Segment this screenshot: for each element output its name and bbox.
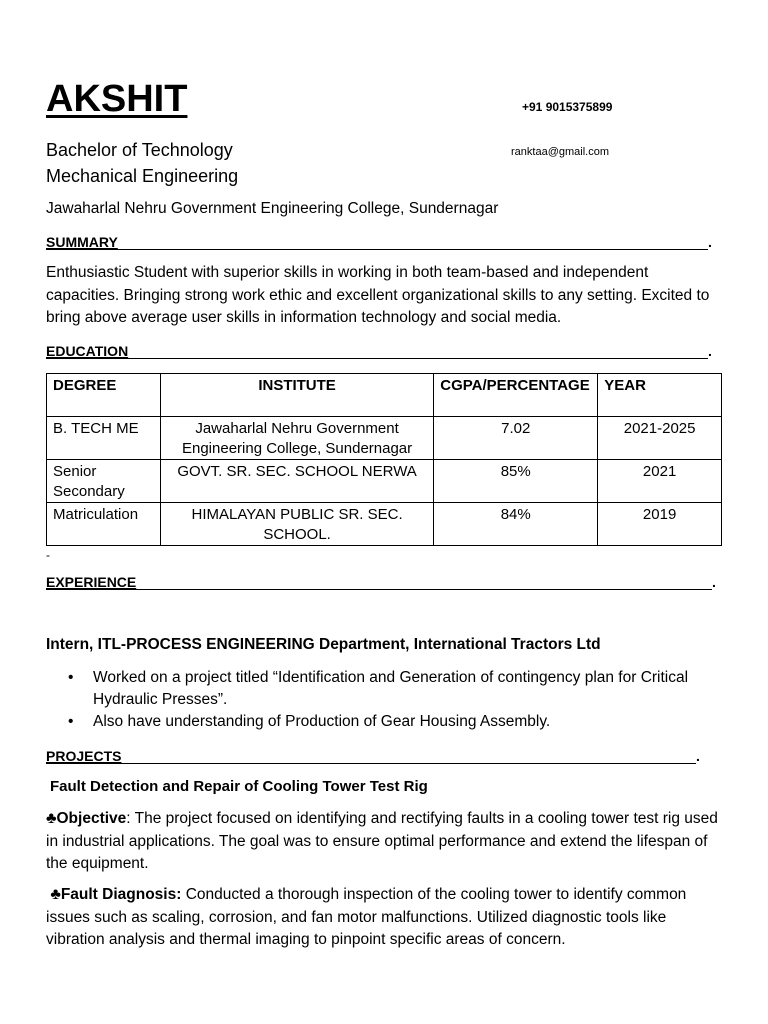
summary-title: SUMMARY — [46, 234, 118, 250]
cell-institute: GOVT. SR. SEC. SCHOOL NERWA — [160, 460, 433, 503]
cell-score: 7.02 — [434, 417, 598, 460]
cell-score: 84% — [434, 503, 598, 546]
objective-text: : The project focused on identifying and rectifying faults in a cooling tower test rig used in industrial applications. The goal was to ensure optimal performance and extend the lifespan of the equipment. — [46, 810, 718, 872]
diagnosis-label: Fault Diagnosis: — [60, 886, 182, 903]
education-title: EDUCATION — [46, 343, 129, 359]
education-table — [46, 373, 722, 546]
list-item — [68, 667, 753, 711]
cell-year: 2021 — [598, 460, 722, 503]
header-institute: INSTITUTE — [160, 374, 433, 417]
degree-line: Bachelor of Technology — [46, 140, 233, 160]
experience-rule-dot: . — [712, 574, 716, 590]
cell-year: 2021-2025 — [598, 417, 722, 460]
experience-heading — [46, 573, 718, 591]
experience-title: EXPERIENCE — [46, 574, 137, 590]
project-objective — [46, 808, 718, 876]
cell-degree: Senior Secondary — [47, 460, 161, 503]
cell-institute: HIMALAYAN PUBLIC SR. SEC. SCHOOL. — [160, 503, 433, 546]
summary-rule — [46, 249, 708, 250]
projects-rule — [46, 763, 696, 764]
list-item — [68, 711, 753, 733]
cell-score: 85% — [434, 460, 598, 503]
header-score: CGPA/PERCENTAGE — [434, 374, 598, 417]
experience-rule — [46, 589, 712, 590]
summary-rule-dot: . — [708, 234, 712, 250]
stray-dash: - — [46, 548, 50, 562]
email-address: ranktaa@gmail.com — [511, 146, 609, 158]
table-row — [47, 460, 722, 503]
branch-line: Mechanical Engineering — [46, 166, 239, 186]
project-title: Fault Detection and Repair of Cooling Tower Test Rig — [50, 778, 428, 795]
table-header-row — [47, 374, 722, 417]
project-diagnosis — [46, 884, 718, 952]
summary-text: Enthusiastic Student with superior skills in working in both team-based and independent capacities. Bringing strong work ethic and excellent organizational skills to any setting. Excited to bring above average user skills in information technology and social media. — [46, 264, 710, 326]
phone-number: +91 9015375899 — [522, 100, 613, 114]
cell-year: 2019 — [598, 503, 722, 546]
table-row — [47, 503, 722, 546]
cell-degree: Matriculation — [47, 503, 161, 546]
education-rule — [46, 358, 708, 359]
education-rule-dot: . — [708, 343, 712, 359]
experience-role: Intern, ITL-PROCESS ENGINEERING Department, International Tractors Ltd — [46, 636, 601, 653]
cell-institute: Jawaharlal Nehru Government Engineering College, Sundernagar — [160, 417, 433, 460]
bullet-text: Also have understanding of Production of Gear Housing Assembly. — [93, 713, 551, 730]
header-year: YEAR — [598, 374, 722, 417]
projects-heading — [46, 747, 702, 765]
objective-label: Objective — [56, 810, 127, 827]
diagnosis-text: Conducted a thorough inspection of the cooling tower to identify common issues such as scaling, corrosion, and fan motor malfunctions. Utilized diagnostic tools like vibration analysis and thermal imaging to pinpoint specific areas of concern. — [46, 886, 687, 948]
education-heading — [46, 342, 716, 360]
bullet-text: Worked on a project titled “Identification and Generation of contingency plan for Critical Hydraulic Presses”. — [93, 669, 689, 708]
bullet-icon: • — [68, 669, 74, 686]
bullet-icon: • — [68, 713, 74, 730]
club-icon: ♣ — [50, 886, 61, 903]
summary-heading — [46, 233, 716, 251]
projects-title: PROJECTS — [46, 748, 122, 764]
header-degree: DEGREE — [47, 374, 161, 417]
cell-degree: B. TECH ME — [47, 417, 161, 460]
club-icon: ♣ — [46, 810, 57, 827]
college-line: Jawaharlal Nehru Government Engineering College, Sundernagar — [46, 200, 499, 217]
table-row — [47, 417, 722, 460]
projects-rule-dot: . — [696, 748, 700, 764]
experience-bullets — [46, 667, 753, 733]
candidate-name: AKSHIT — [46, 78, 188, 120]
